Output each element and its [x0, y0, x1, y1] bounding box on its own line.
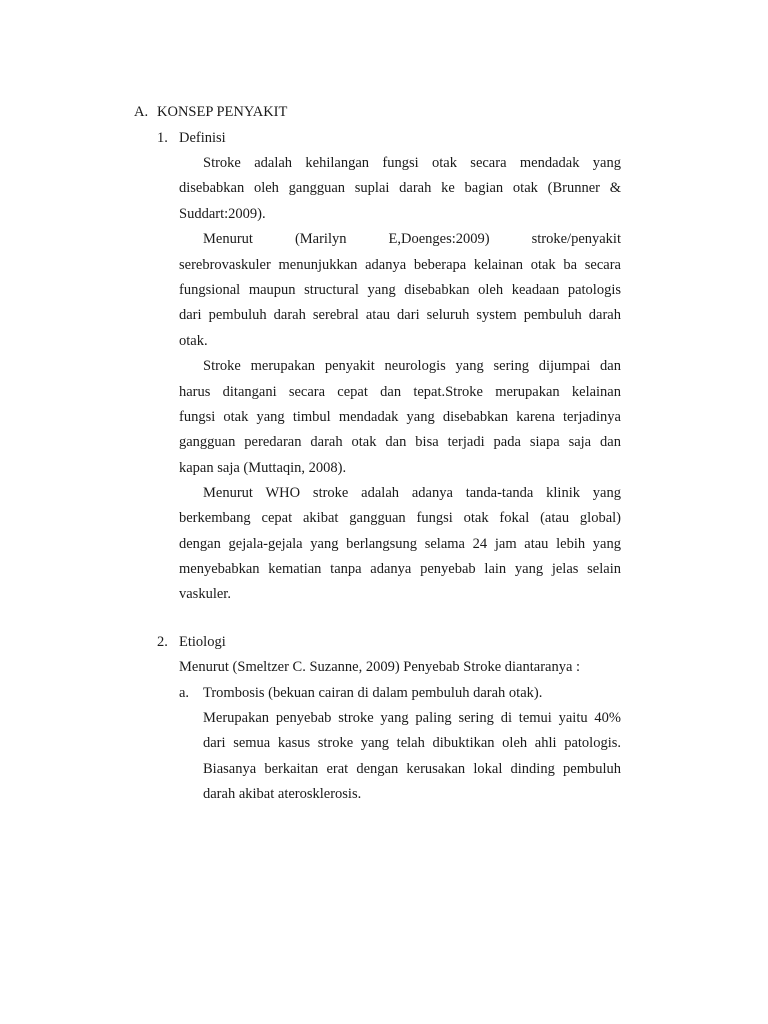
paragraph-line: vaskuler.	[179, 586, 231, 602]
paragraph-line: Menurut WHO stroke adalah adanya tanda-tanda klinik yang	[203, 485, 621, 501]
paragraph-line: Stroke merupakan penyakit neurologis yang sering dijumpai dan	[203, 358, 621, 374]
subsection-marker-etiologi: 2.	[157, 634, 168, 650]
section-marker: A.	[134, 104, 149, 120]
paragraph-line: disebabkan oleh gangguan suplai darah ke bagian otak (Brunner &	[179, 180, 621, 196]
paragraph-line: kapan saja (Muttaqin, 2008).	[179, 460, 347, 476]
paragraph-line: fungsional maupun structural yang disebabkan oleh keadaan patologis	[179, 282, 621, 298]
etiologi-intro: Menurut (Smeltzer C. Suzanne, 2009) Penyebab Stroke diantaranya :	[179, 659, 581, 675]
subsection-heading-etiologi: Etiologi	[179, 634, 226, 650]
list-item-line: dari semua kasus stroke yang telah dibuktikan oleh ahli patologis.	[203, 735, 621, 751]
paragraph-line: berkembang cepat akibat gangguan fungsi otak fokal (atau global)	[179, 510, 621, 526]
paragraph-line: Menurut (Marilyn E,Doenges:2009) stroke/penyakit	[203, 231, 621, 247]
paragraph-line: dengan gejala-gejala yang berlangsung selama 24 jam atau lebih yang	[179, 536, 621, 552]
section-title: KONSEP PENYAKIT	[157, 104, 288, 120]
list-item-title: Trombosis (bekuan cairan di dalam pembuluh darah otak).	[203, 685, 543, 701]
section-heading	[134, 102, 148, 122]
list-item-marker: a.	[179, 685, 190, 701]
paragraph-line: otak.	[179, 333, 208, 349]
paragraph-line: fungsi otak yang timbul mendadak yang disebabkan karena terjadinya	[179, 409, 621, 425]
list-item-line: Biasanya berkaitan erat dengan kerusakan lokal dinding pembuluh	[203, 761, 621, 777]
paragraph-line: Stroke adalah kehilangan fungsi otak secara mendadak yang	[203, 155, 621, 171]
paragraph-line: serebrovaskuler menunjukkan adanya beberapa kelainan otak ba secara	[179, 257, 621, 273]
list-item-line: darah akibat aterosklerosis.	[203, 786, 362, 802]
list-item-line: Merupakan penyebab stroke yang paling sering di temui yaitu 40%	[203, 710, 621, 726]
paragraph-line: menyebabkan kematian tanpa adanya penyebab lain yang jelas selain	[179, 561, 621, 577]
subsection-heading-definisi: Definisi	[179, 130, 226, 146]
paragraph-line: harus ditangani secara cepat dan tepat.Stroke merupakan kelainan	[179, 384, 621, 400]
paragraph-line: gangguan peredaran darah otak dan bisa terjadi pada siapa saja dan	[179, 434, 621, 450]
paragraph-line: Suddart:2009).	[179, 206, 266, 222]
subsection-marker-definisi: 1.	[157, 130, 168, 146]
paragraph-line: dari pembuluh darah serebral atau dari seluruh system pembuluh darah	[179, 307, 621, 323]
